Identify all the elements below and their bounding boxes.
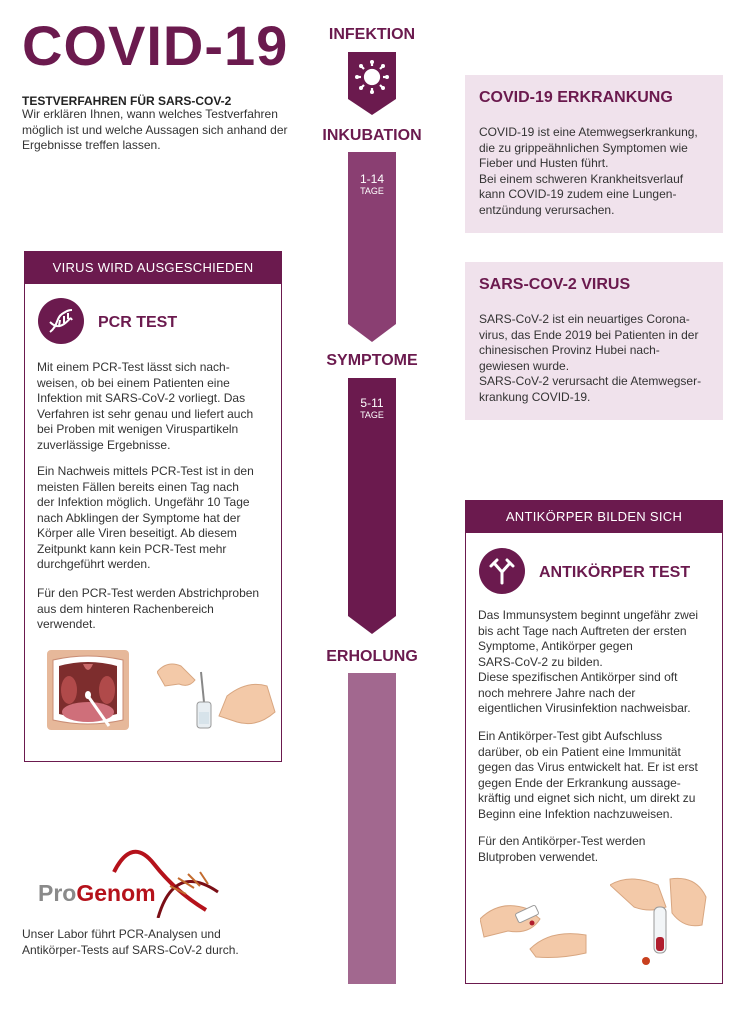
symptom-duration: 5-11 TAGE xyxy=(360,396,384,420)
blood-tube-illustration xyxy=(610,873,710,973)
pcr-card-header: VIRUS WIRD AUSGESCHIEDEN xyxy=(25,252,281,284)
dna-icon xyxy=(38,298,84,344)
logo-text-genom: Genom xyxy=(76,880,156,906)
antibody-card-header: ANTIKÖRPER BILDEN SICH xyxy=(466,501,722,533)
stage-symptome: SYMPTOME xyxy=(326,352,418,369)
stage-infektion: INFEKTION xyxy=(328,26,416,43)
virus-box-text: SARS-CoV-2 ist ein neuartiges Corona- virus, das Ende 2019 bei Patienten in der chinesischen Provinz Hubei nach- gewiesen wurde. SARS-CoV-2 verursacht die Atemwegser- krankung COVID-19. xyxy=(479,312,702,404)
page-subtitle: TESTVERFAHREN FÜR SARS-COV-2 xyxy=(22,94,232,108)
antibody-text-2: Ein Antikörper-Test gibt Aufschluss darüber, ob ein Patient eine Immunität gegen das Virus entwickelt hat. Er ist erst gegen Ende der Erkrankung aussage- kräftig und eignet sich nicht, um direkt zu Beginn eine Infektion nachzuweisen. xyxy=(478,729,698,821)
logo-text-pro: Pro xyxy=(38,880,77,906)
covid-box-text: COVID-19 ist eine Atemwegserkrankung, die zu grippeähnlichen Symptomen wie Fieber und Husten führt. Bei einem schweren Krankheitsverlauf kann COVID-19 zudem eine Lungen- entzündung verursachen. xyxy=(479,125,698,217)
throat-swab-illustration xyxy=(47,650,129,730)
pcr-card xyxy=(24,251,282,762)
covid-info-box xyxy=(465,75,723,233)
stage-erholung: ERHOLUNG xyxy=(326,648,418,665)
antibody-card xyxy=(465,500,723,984)
antibody-text-1: Das Immunsystem beginnt ungefähr zwei bis acht Tage nach Auftreten der ersten Symptome, Antikörper gegen SARS-CoV-2 zu bilden. Diese spezifischen Antikörper sind oft noch mehrere Jahre nach der eigentlichen Virusinfektion nachweisbar. xyxy=(478,608,699,715)
infection-marker xyxy=(348,52,396,115)
stage-inkubation: INKUBATION xyxy=(322,127,422,144)
pcr-text-1: Mit einem PCR-Test lässt sich nach- weisen, ob bei einem Patienten eine Infektion mit SARS-CoV-2 vorliegt. Das Verfahren ist sehr genau und liefert auch bei Proben mit wenigen Viruspartikeln zuverlässige Ergebnisse. xyxy=(37,360,254,452)
covid-box-title: COVID-19 ERKRANKUNG xyxy=(479,89,673,106)
footer-text: Unser Labor führt PCR-Analysen und Antikörper-Tests auf SARS-CoV-2 durch. xyxy=(22,927,239,957)
pcr-text-3: Für den PCR-Test werden Abstrichproben aus dem hinteren Rachenbereich verwendet. xyxy=(37,586,260,631)
antibody-icon xyxy=(479,548,525,594)
pcr-text-2: Ein Nachweis mittels PCR-Test ist in den meisten Fällen bereits einen Tag nach der Infektion möglich. Ungefähr 10 Tage nach Abklingen der Symptome hat der Körper alle Viren beseitigt. Ab diesem Zeitpunkt kann kein PCR-Test mehr durchgeführt werden. xyxy=(37,464,254,571)
virus-info-box xyxy=(465,262,723,420)
progenom-logo xyxy=(38,842,228,918)
intro-text: Wir erklären Ihnen, wann welches Testverfahren möglich ist und welche Aussagen sich anhand der Ergebnisse treffen lassen. xyxy=(22,107,288,152)
pcr-card-title: PCR TEST xyxy=(98,314,178,331)
recovery-segment xyxy=(348,673,396,984)
virus-box-title: SARS-COV-2 VIRUS xyxy=(479,276,631,293)
antibody-text-3: Für den Antikörper-Test werden Blutproben verwendet. xyxy=(478,834,646,864)
antibody-card-title: ANTIKÖRPER TEST xyxy=(539,564,691,581)
pcr-tube-illustration xyxy=(157,652,277,732)
page-title: COVID-19 xyxy=(22,14,289,77)
finger-prick-illustration xyxy=(480,879,590,959)
incubation-duration: 1-14 TAGE xyxy=(359,172,385,196)
